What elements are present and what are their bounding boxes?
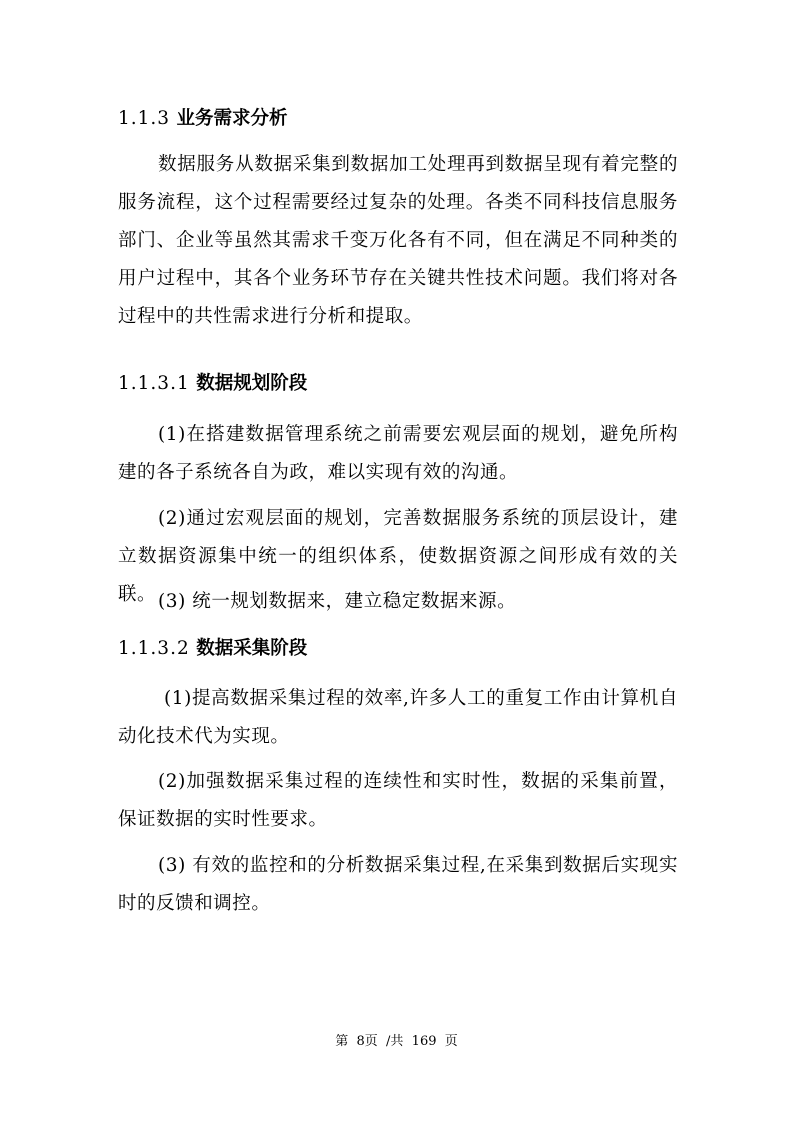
paragraph: (2)通过宏观层面的规划，完善数据服务系统的顶层设计，建立数据资源集中统一的组织体系，使数据资源之间形成有效的关联。: [118, 508, 678, 605]
section-heading-1-1-3: [118, 104, 288, 130]
heading-title: 数据采集阶段: [196, 638, 308, 659]
heading-number: 1.1.3.1: [118, 373, 190, 394]
heading-title: 数据规划阶段: [196, 373, 308, 394]
paragraph: (1)提高数据采集过程的效率,许多人工的重复工作由计算机自动化技术代为实现。: [118, 688, 678, 747]
paragraph: (1)在搭建数据管理系统之前需要宏观层面的规划，避免所构建的各子系统各自为政，难以实现有效的沟通。: [118, 424, 678, 483]
heading-number: 1.1.3: [118, 108, 171, 129]
page-footer: 第 8页 /共 169 页: [335, 1034, 458, 1049]
paragraph: (3) 统一规划数据来，建立稳定数据来源。: [158, 591, 517, 612]
paragraph: 数据服务从数据采集到数据加工处理再到数据呈现有着完整的服务流程，这个过程需要经过复杂的处理。各类不同科技信息服务部门、企业等虽然其需求千变万化各有不同，但在满足不同种类的用户过程中，其各个业务环节存在关键共性技术问题。我们将对各过程中的共性需求进行分析和提取。: [118, 154, 678, 327]
heading-title: 业务需求分析: [176, 108, 288, 129]
paragraph: (2)加强数据采集过程的连续性和实时性，数据的采集前置，保证数据的实时性要求。: [118, 771, 678, 830]
paragraph: (3) 有效的监控和的分析数据采集过程,在采集到数据后实现实时的反馈和调控。: [118, 855, 678, 914]
section-heading-1-1-3-1: [118, 369, 307, 395]
heading-number: 1.1.3.2: [118, 638, 190, 659]
section-heading-1-1-3-2: [118, 634, 307, 660]
